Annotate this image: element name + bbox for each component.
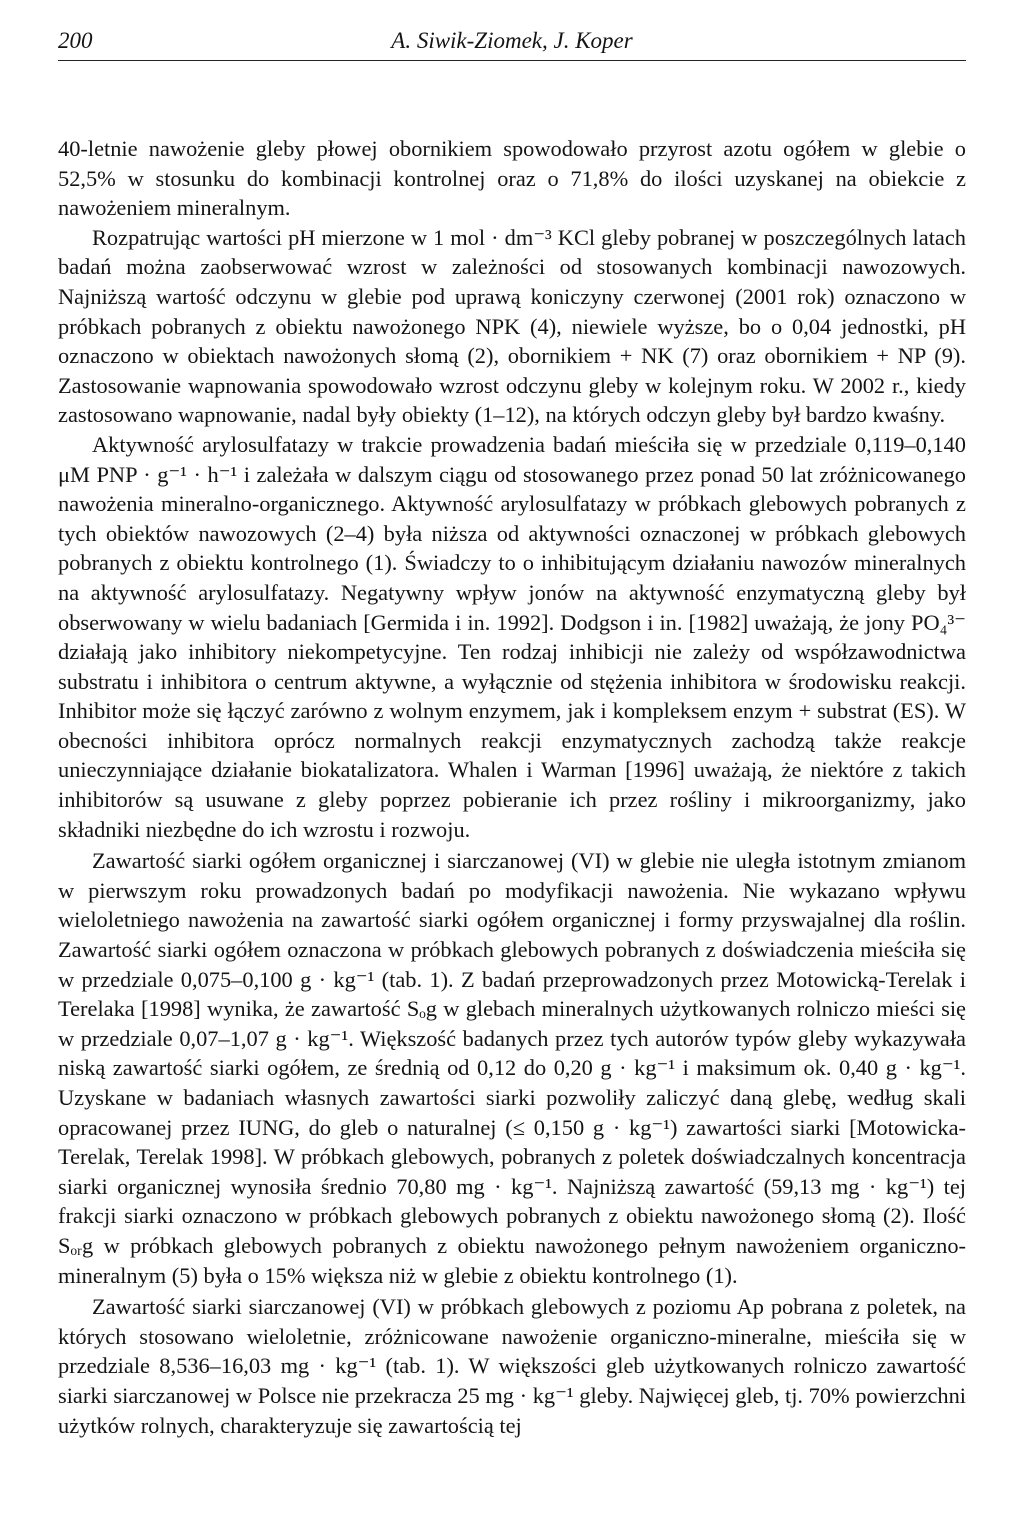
document-page [58,28,966,1440]
running-header [58,28,966,61]
paragraph-total-sulfur: Zawartość siarki ogółem organicznej i siarczanowej (VI) w glebie nie uległa istotnym zmianom w pierwszym roku prowadzonych badań po modyfikacji nawożenia. Nie wykazano wpływu wieloletniego nawożenia na zawartość siarki ogółem organicznej i formy przyswajalnej dla roślin. Zawartość siarki ogółem oznaczona w próbkach glebowych pobranych z doświadczenia mieściła się w przedziale 0,075–0,100 g · kg⁻¹ (tab. 1). Z badań przeprowadzonych przez Motowicką-Terelak i Terelaka [1998] wynika, że zawartość Sₒg w glebach mineralnych użytkowanych rolniczo mieści się w przedziale 0,07–1,07 g · kg⁻¹. Większość badanych przez tych autorów typów gleby wykazywała niską zawartość siarki ogółem, ze średnią od 0,12 do 0,20 g · kg⁻¹ i maksimum ok. 0,40 g · kg⁻¹. Uzyskane w badaniach własnych zawartości siarki pozwoliły zaliczyć daną glebę, według skali opracowanej przez IUNG, do gleb o naturalnej (≤ 0,150 g · kg⁻¹) zawartości siarki [Motowicka-Terelak, Terelak 1998]. W próbkach glebowych, pobranych z poletek doświadczalnych koncentracja siarki organicznej wynosiła średnio 70,80 mg · kg⁻¹. Najniższą zawartość (59,13 mg · kg⁻¹) tej frakcji siarki oznaczono w próbkach glebowych pobranych z obiektu nawożonego słomą (2). Ilość Sₒᵣg w próbkach glebowych pobranych z obiektu nawożonego pełnym nawożeniem organiczno-mineralnym (5) była o 15% większa niż w glebie z obiektu kontrolnego (1). [58,848,966,1288]
paragraph-arylsulfatase: Aktywność arylosulfatazy w trakcie prowadzenia badań mieściła się w przedziale 0,119–0,140 μM PNP · g⁻¹ · h⁻¹ i zależała w dalszym ciągu od stosowanego przez ponad 50 lat zróżnicowanego nawożenia mineralno-organicznego. Aktywność arylosulfatazy w próbkach glebowych pobranych z tych obiektów nawozowych (2–4) była niższa od aktywności oznaczonej w próbkach glebowych pobranych z obiektu kontrolnego (1). Świadczy to o inhibitującym działaniu nawozów mineralnych na aktywność arylosulfatazy. Negatywny wpływ jonów na aktywność enzymatyczną gleby był obserwowany w wielu badaniach [Germida i in. 1992]. Dodgson i in. [1982] uważają, że jony PO₄³⁻ działają jako inhibitory niekompetycyjne. Ten rodzaj inhibicji nie zależy od współzawodnictwa substratu i inhibitora o centrum aktywne, a wyłącznie od stężenia inhibitora w środowisku reakcji. Inhibitor może się łączyć zarówno z wolnym enzymem, jak i kompleksem enzym + substrat (ES). W obecności inhibitora oprócz normalnych reakcji enzymatycznych zachodzą także reakcje unieczynniające działanie biokatalizatora. Whalen i Warman [1996] uważają, że niektóre z takich inhibitorów są usuwane z gleby poprzez pobieranie ich przez rośliny i mikroorganizmy, jako składniki niezbędne do ich wzrostu i rozwoju. [58,431,966,842]
page-number: 200 [58,28,93,53]
paragraph-ph: Rozpatrując wartości pH mierzone w 1 mol · dm⁻³ KCl gleby pobranej w poszczególnych latach badań można zaobserwować wzrost w zależności od stosowanych kombinacji nawozowych. Najniższą wartość odczynu w glebie pod uprawą koniczyny czerwonej (2001 rok) oznaczono w próbkach pobranych z obiektu nawożonego NPK (4), niewiele wyższe, bo o 0,04 jednostki, pH oznaczono w obiektach nawożonych słomą (2), obornikiem + NK (7) oraz obornikiem + NP (9). Zastosowanie wapnowania spowodowało wzrost odczynu gleby w kolejnym roku. W 2002 r., kiedy zastosowano wapnowanie, nadal były obiekty (1–12), na których odczyn gleby był bardzo kwaśny. [58,224,966,428]
paragraph-sulfate-sulfur: Zawartość siarki siarczanowej (VI) w próbkach glebowych z poziomu Ap pobrana z poletek, na których stosowano wieloletnie, zróżnicowane nawożenie organiczno-mineralne, mieściła się w przedziale 8,536–16,03 mg · kg⁻¹ (tab. 1). W większości gleb użytkowanych rolniczo zawartość siarki siarczanowej w Polsce nie przekracza 25 mg · kg⁻¹ gleby. Najwięcej gleb, tj. 70% powierzchni użytków rolnych, charakteryzuje się zawartością tej [58,1294,966,1438]
running-head-authors: A. Siwik-Ziomek, J. Koper [391,28,633,53]
paragraph-nitrogen: 40-letnie nawożenie gleby płowej obornikiem spowodowało przyrost azotu ogółem w glebie o 52,5% w stosunku do kombinacji kontrolnej oraz o 71,8% do ilości uzyskanej na obiekcie z nawożeniem mineralnym. [58,136,966,221]
body-text [58,134,966,1440]
